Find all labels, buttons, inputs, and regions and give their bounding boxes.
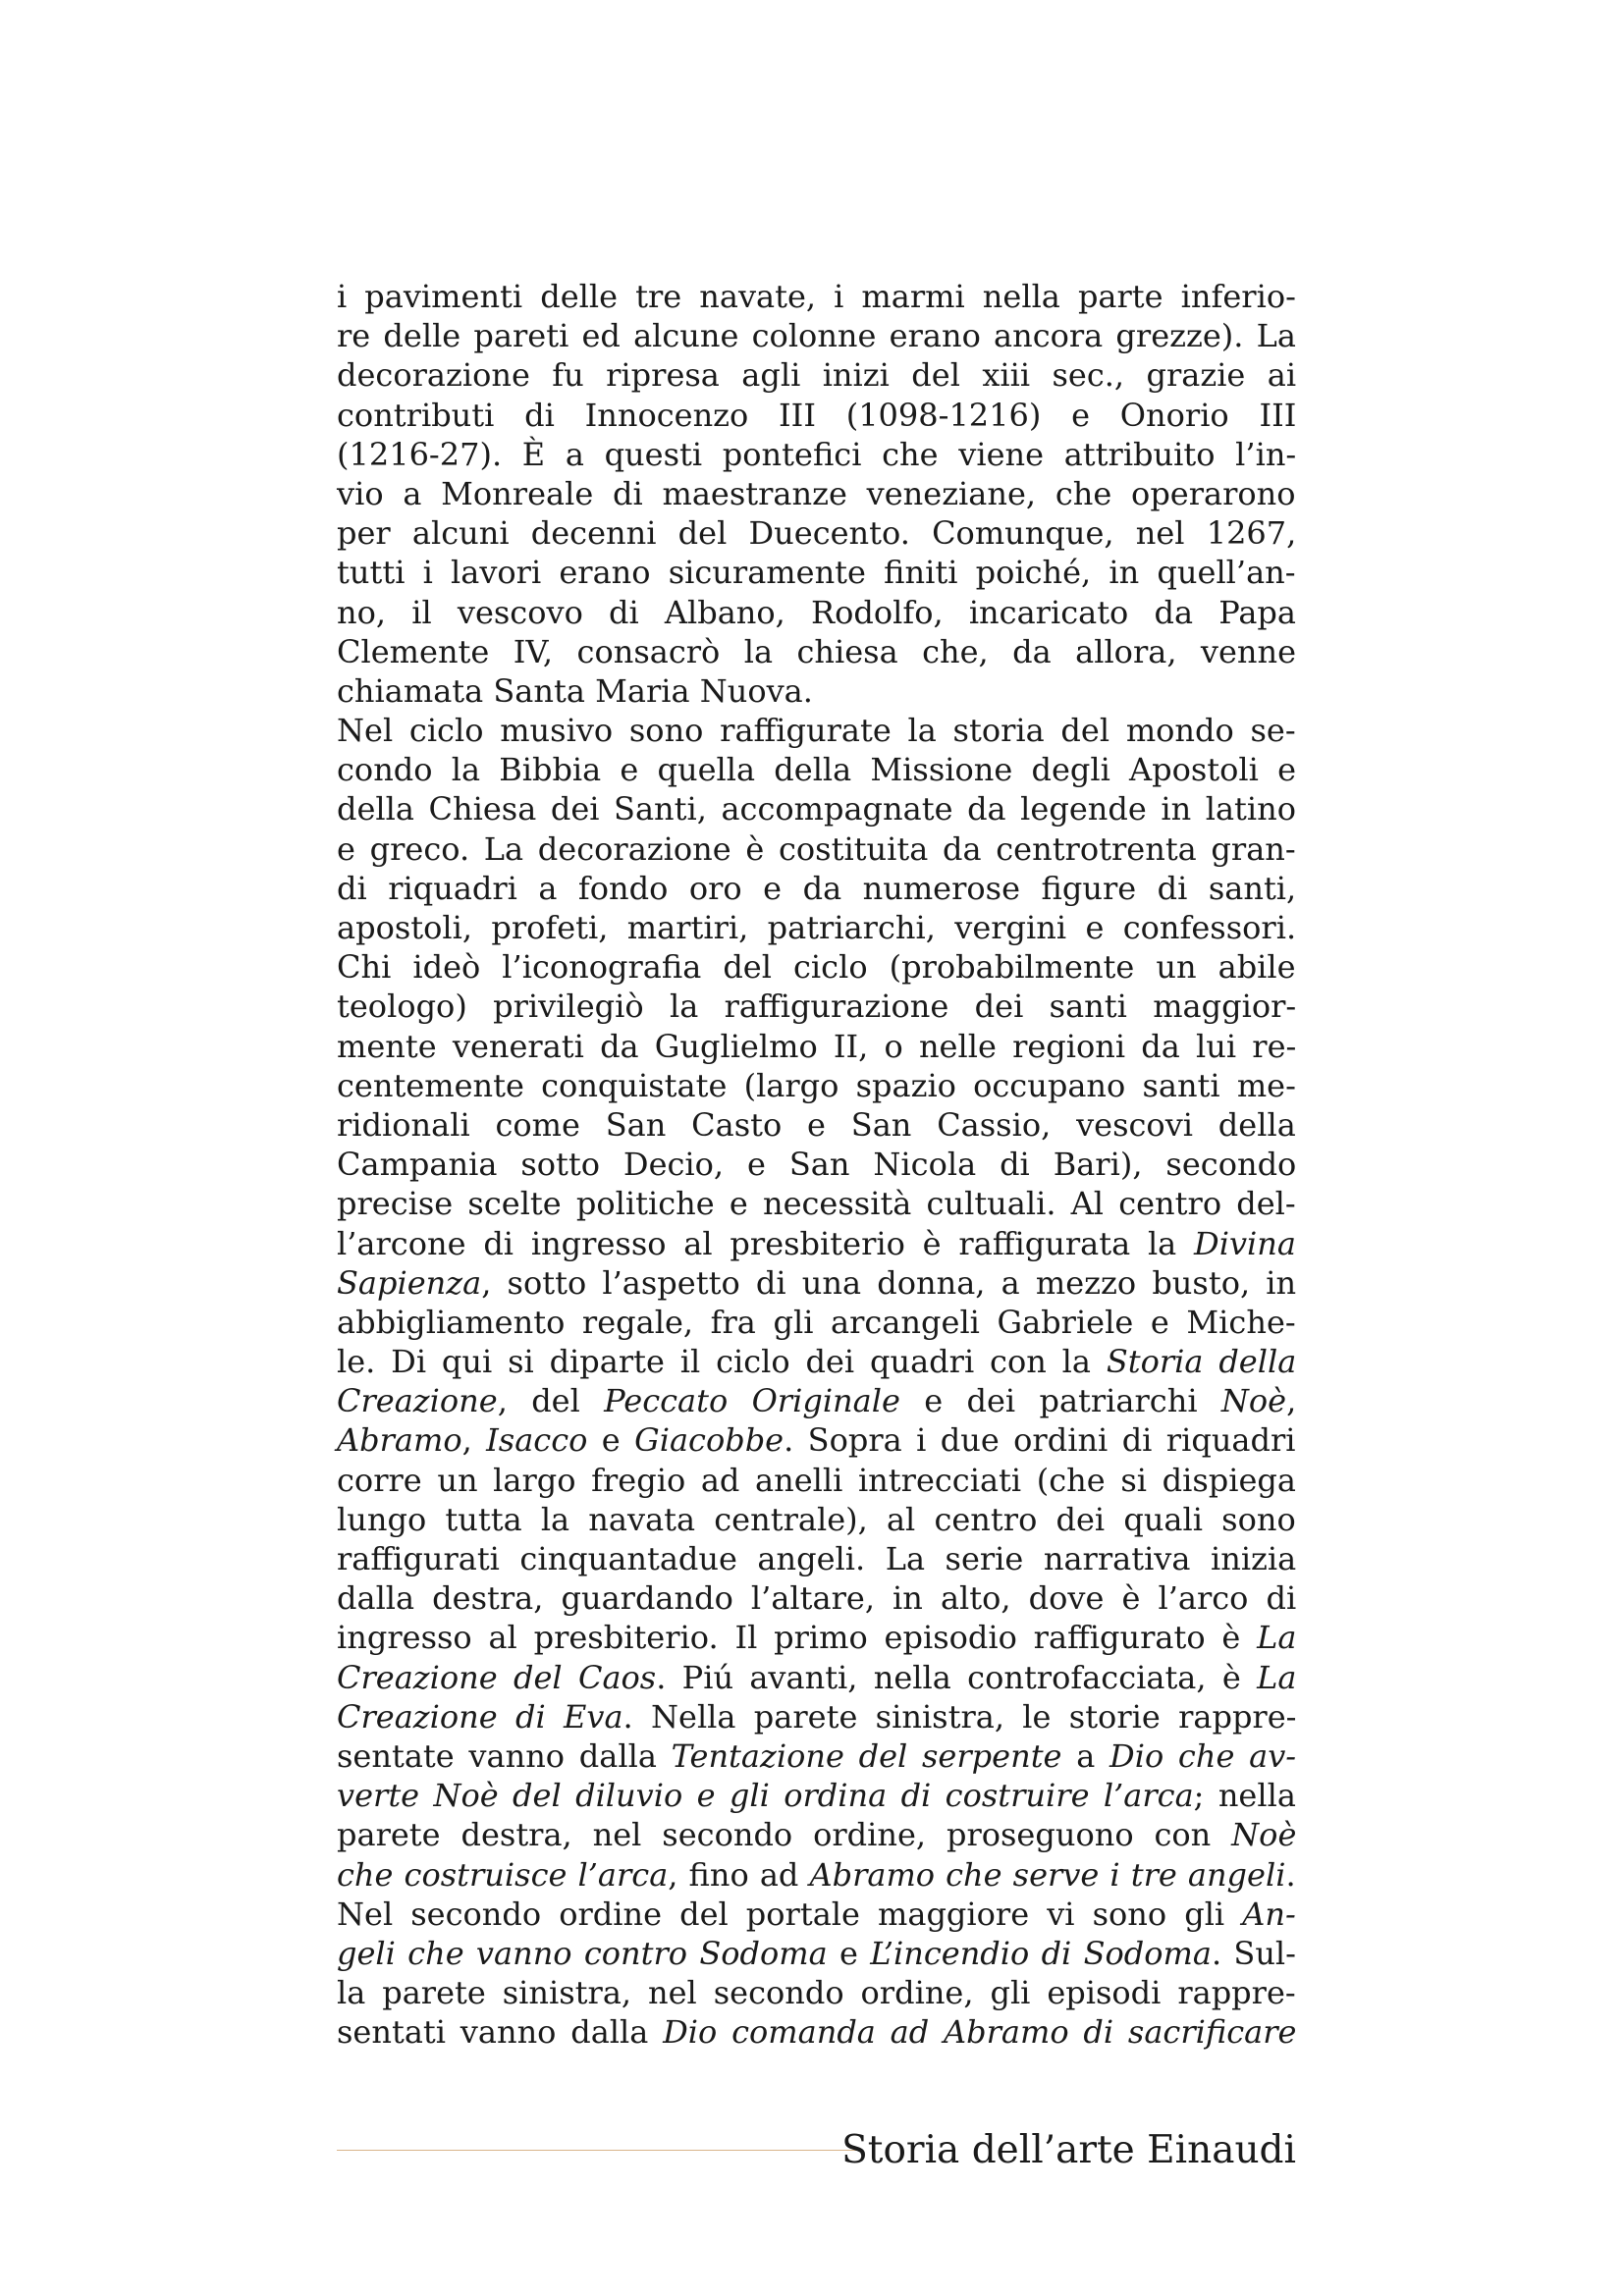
italic-title: Giacobbe bbox=[634, 1421, 784, 1460]
text-line bbox=[337, 1618, 1296, 1657]
text-line bbox=[337, 593, 1296, 632]
text-run: corre un largo fregio ad anelli intrecciati (che si dispiega bbox=[337, 1461, 1296, 1499]
text-line bbox=[337, 1105, 1296, 1145]
text-line bbox=[337, 1539, 1296, 1578]
text-run: , del bbox=[497, 1382, 605, 1420]
text-run: . Sopra i due ordini di riquadri bbox=[784, 1421, 1296, 1460]
text-line bbox=[337, 1184, 1296, 1223]
text-line bbox=[337, 1027, 1296, 1066]
text-run: ridionali come San Casto e San Cassio, vescovi della bbox=[337, 1105, 1296, 1144]
text-run: tutti i lavori erano sicuramente finiti poiché, in quell’an- bbox=[337, 554, 1296, 592]
text-run: sentate vanno dalla bbox=[337, 1736, 672, 1775]
text-run: . bbox=[1285, 1855, 1296, 1894]
text-run: apostoli, profeti, martiri, patriarchi, vergini e confessori. bbox=[337, 909, 1297, 946]
text-line bbox=[337, 947, 1296, 987]
text-run: , sotto l’aspetto di una donna, a mezzo busto, in bbox=[481, 1263, 1297, 1302]
text-line bbox=[337, 1500, 1296, 1539]
text-line bbox=[337, 1973, 1296, 2012]
text-run: no, il vescovo di Albano, Rodolfo, incaricato da Papa bbox=[337, 593, 1296, 631]
text-run: sentati vanno dalla bbox=[337, 2013, 664, 2052]
text-run: vio a Monreale di maestranze veneziane, che operarono bbox=[337, 474, 1296, 512]
text-run: ingresso al presbiterio. Il primo episodio raffigurato è bbox=[337, 1619, 1258, 1657]
text-line bbox=[337, 1066, 1296, 1105]
italic-title: Tentazione del serpente bbox=[671, 1736, 1062, 1775]
text-line bbox=[337, 1224, 1296, 1263]
text-run: dalla destra, guardando l’altare, in alto, dove è l’arco di bbox=[337, 1579, 1297, 1618]
text-run: i pavimenti delle tre navate, i marmi nella parte inferio- bbox=[337, 278, 1296, 315]
italic-title: Dio comanda ad Abramo di sacrificare bbox=[663, 2013, 1297, 2052]
text-line bbox=[337, 1658, 1296, 1697]
text-run: Clemente IV, consacrò la chiesa che, da allora, venne bbox=[337, 632, 1297, 670]
text-line bbox=[337, 869, 1296, 908]
footer-label: Storia dell’arte Einaudi bbox=[841, 2128, 1296, 2172]
footer-rule bbox=[337, 2150, 857, 2151]
text-run: l’arcone di ingresso al presbiterio è raffigurata la bbox=[337, 1224, 1195, 1262]
text-run: , bbox=[461, 1421, 487, 1460]
text-line bbox=[337, 1895, 1296, 1934]
text-run: . Nella parete sinistra, le storie rappre- bbox=[622, 1697, 1297, 1735]
italic-title: Isacco bbox=[486, 1421, 588, 1460]
text-line bbox=[337, 396, 1296, 435]
text-line bbox=[337, 632, 1296, 671]
italic-title: Creazione del Caos bbox=[337, 1658, 657, 1696]
text-run: mente venerati da Guglielmo II, o nelle regioni da lui re- bbox=[337, 1027, 1297, 1065]
text-line bbox=[337, 474, 1296, 513]
text-run: le. Di qui si diparte il ciclo dei quadri con la bbox=[337, 1343, 1107, 1381]
text-run: , fino ad bbox=[668, 1855, 810, 1894]
text-run: abbigliamento regale, fra gli arcangeli Gabriele e Miche- bbox=[337, 1303, 1296, 1341]
text-run: . Sul- bbox=[1211, 1934, 1296, 1972]
text-line bbox=[337, 1461, 1296, 1500]
text-run: precise scelte politiche e necessità cultuali. Al centro del- bbox=[337, 1185, 1296, 1223]
text-line bbox=[337, 1697, 1296, 1736]
italic-title: Creazione di Eva bbox=[337, 1697, 623, 1735]
text-line bbox=[337, 1855, 1296, 1895]
text-line bbox=[337, 789, 1296, 828]
text-line bbox=[337, 908, 1296, 947]
text-line bbox=[337, 1815, 1296, 1854]
text-line bbox=[337, 829, 1296, 869]
text-line bbox=[337, 1263, 1296, 1303]
text-line bbox=[337, 711, 1296, 750]
text-line bbox=[337, 1342, 1296, 1381]
italic-title: Noè bbox=[1231, 1816, 1297, 1854]
text-line bbox=[337, 750, 1296, 789]
italic-title: Abramo bbox=[337, 1421, 462, 1460]
text-line bbox=[337, 2012, 1296, 2052]
text-line bbox=[337, 553, 1296, 592]
text-run: (1216-27). È a questi pontefici che viene attribuito l’in- bbox=[337, 435, 1297, 473]
text-run: la parete sinistra, nel secondo ordine, gli episodi rappre- bbox=[337, 1974, 1296, 2012]
text-run: parete destra, nel secondo ordine, proseguono con bbox=[337, 1816, 1232, 1854]
italic-title: La bbox=[1257, 1658, 1297, 1696]
body-text bbox=[337, 277, 1296, 2052]
text-line bbox=[337, 277, 1296, 316]
text-run: e dei patriarchi bbox=[899, 1382, 1221, 1420]
text-run: Campania sotto Decio, e San Nicola di Bari), secondo bbox=[337, 1146, 1297, 1184]
text-run: e greco. La decorazione è costituita da centrotrenta gran- bbox=[337, 829, 1296, 868]
text-line bbox=[337, 1145, 1296, 1184]
italic-title: Storia della bbox=[1106, 1343, 1297, 1381]
text-run: Chi ideò l’iconografia del ciclo (probabilmente un abile bbox=[337, 948, 1296, 987]
text-line bbox=[337, 1420, 1296, 1460]
text-line bbox=[337, 1381, 1296, 1420]
italic-title: Abramo che serve i tre angeli bbox=[809, 1855, 1286, 1894]
italic-title: verte Noè del diluvio e gli ordina di costruire l’arca bbox=[337, 1777, 1194, 1815]
italic-title: Sapienza bbox=[337, 1263, 482, 1302]
italic-title: An- bbox=[1242, 1895, 1296, 1933]
text-run: di riquadri a fondo oro e da numerose figure di santi, bbox=[337, 869, 1297, 907]
italic-title: La bbox=[1257, 1619, 1297, 1657]
italic-title: Noè bbox=[1220, 1382, 1287, 1420]
text-line bbox=[337, 1736, 1296, 1776]
italic-title: geli che vanno contro Sodoma bbox=[337, 1934, 828, 1972]
italic-title: Peccato Originale bbox=[604, 1382, 900, 1420]
italic-title: Creazione bbox=[337, 1382, 498, 1420]
text-run: , bbox=[1286, 1382, 1297, 1420]
text-run: teologo) privilegiò la raffigurazione dei santi maggior- bbox=[337, 988, 1297, 1026]
text-line bbox=[337, 987, 1296, 1026]
italic-title: Divina bbox=[1194, 1224, 1296, 1262]
text-line bbox=[337, 1776, 1296, 1815]
text-run: lungo tutta la navata centrale), al centro dei quali sono bbox=[337, 1500, 1296, 1538]
text-run: e bbox=[587, 1421, 635, 1460]
text-run: re delle pareti ed alcune colonne erano ancora grezze). La bbox=[337, 317, 1296, 355]
italic-title: Dio che av- bbox=[1109, 1736, 1297, 1775]
text-run: raffigurati cinquantadue angeli. La serie narrativa inizia bbox=[337, 1540, 1297, 1577]
text-run: ; nella bbox=[1193, 1777, 1296, 1815]
text-run: condo la Bibbia e quella della Missione degli Apostoli e bbox=[337, 751, 1296, 789]
text-run: Nel ciclo musivo sono raffigurate la storia del mondo se- bbox=[337, 712, 1296, 750]
text-run: chiamata Santa Maria Nuova. bbox=[337, 671, 813, 710]
text-run: per alcuni decenni del Duecento. Comunque, nel 1267, bbox=[337, 514, 1297, 553]
text-run: . Piú avanti, nella controfacciata, è bbox=[656, 1658, 1258, 1696]
text-line bbox=[337, 316, 1296, 355]
text-run: decorazione fu ripresa agli inizi del xiii sec., grazie ai bbox=[337, 356, 1297, 395]
text-line bbox=[337, 1303, 1296, 1342]
text-run: a bbox=[1061, 1736, 1110, 1775]
text-run: contributi di Innocenzo III (1098-1216) e Onorio III bbox=[337, 396, 1297, 434]
text-line bbox=[337, 1934, 1296, 1973]
text-line bbox=[337, 355, 1296, 395]
text-run: della Chiesa dei Santi, accompagnate da legende in latino bbox=[337, 790, 1297, 828]
text-line bbox=[337, 513, 1296, 553]
italic-title: L’incendio di Sodoma bbox=[870, 1934, 1212, 1972]
text-line bbox=[337, 435, 1296, 474]
text-run: centemente conquistate (largo spazio occupano santi me- bbox=[337, 1066, 1296, 1104]
text-line bbox=[337, 1578, 1296, 1618]
italic-title: che costruisce l’arca bbox=[337, 1855, 669, 1894]
text-line bbox=[337, 671, 1296, 711]
text-run: Nel secondo ordine del portale maggiore vi sono gli bbox=[337, 1895, 1243, 1933]
text-run: e bbox=[827, 1934, 871, 1972]
